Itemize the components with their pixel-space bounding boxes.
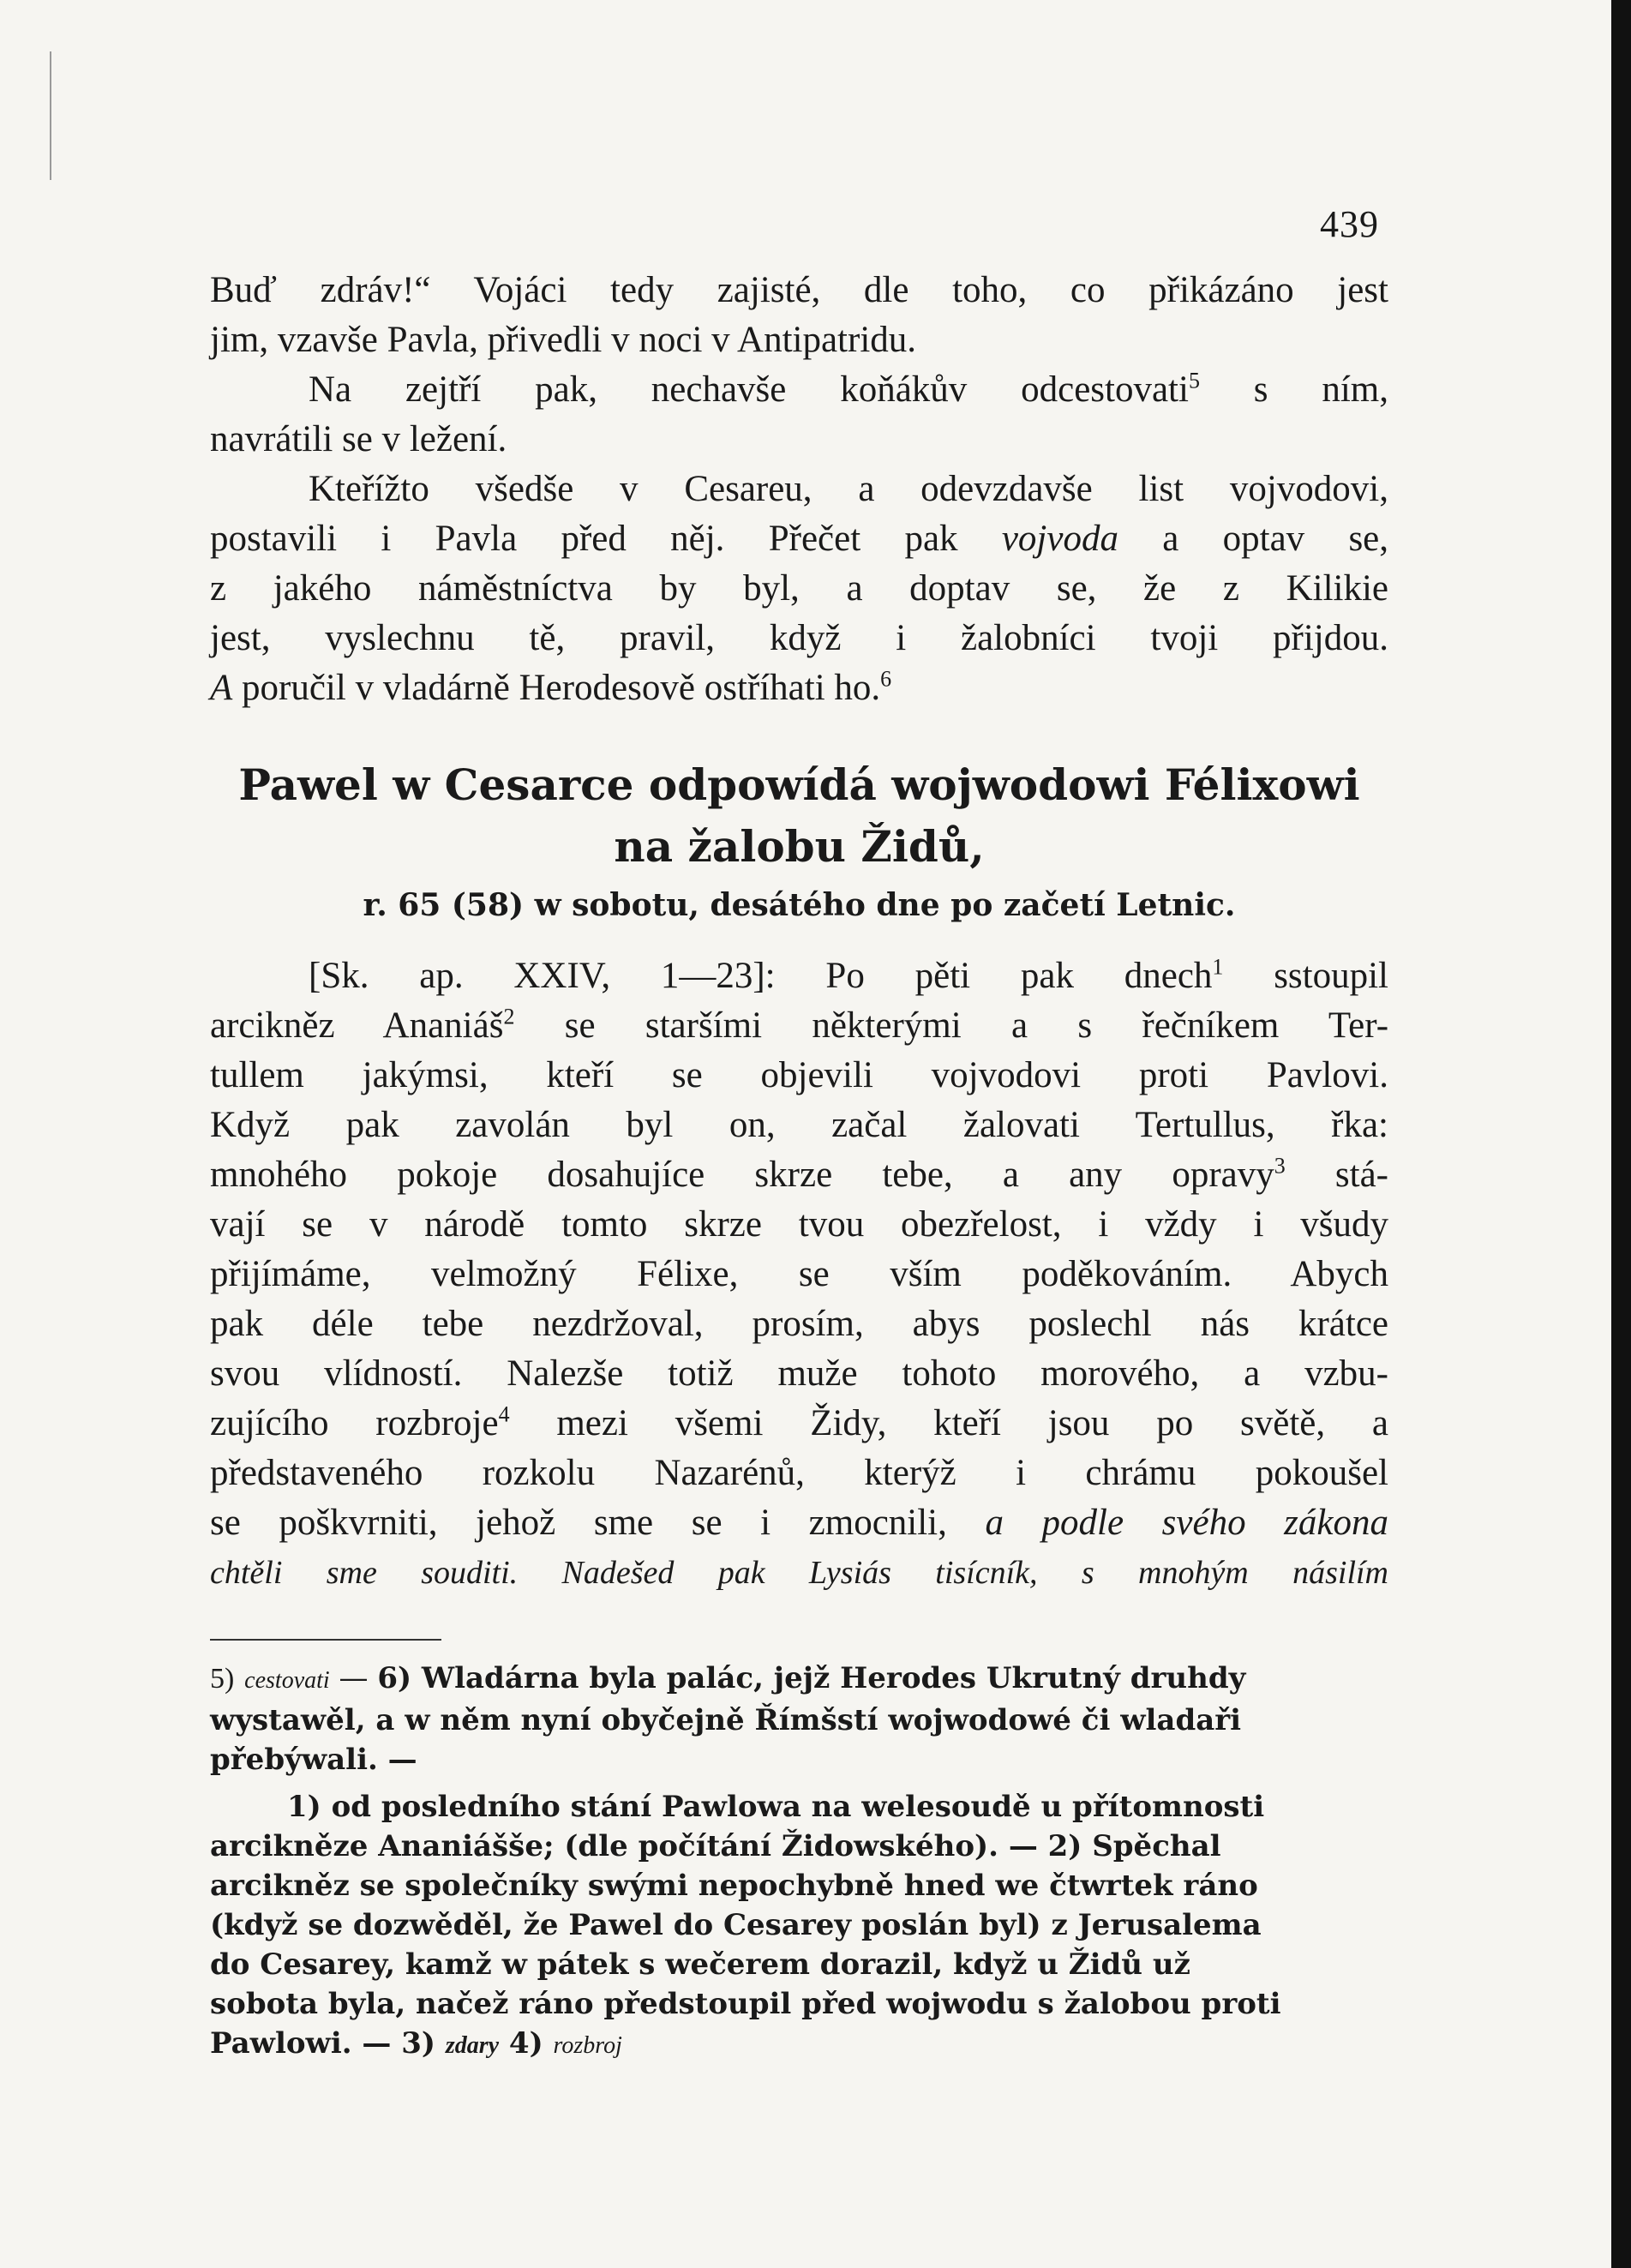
text-line: arcikněz Ananiáš$^2$ se staršími některými a s řečníkem Ter-: [210, 1004, 1389, 1046]
footnote-divider: [210, 1639, 441, 1641]
text-line: vají se v národě tomto skrze tvou obezřelost, i vždy i všudy: [210, 1204, 1388, 1245]
footnote-line: wystawěl, a w něm nyní obyčejně Římšstí wojwodowé či wladaři: [210, 1703, 1242, 1737]
text-line: se poškvrniti, jehož sme se i zmocnili, a podle svého zákona: [210, 1503, 1388, 1543]
footnote-line: arcikněz se společníky swými nepochybně hned we čtwrtek ráno: [210, 1869, 1258, 1903]
scripture-reference: [Sk. ap. XXIV, 1—23]:: [309, 956, 776, 996]
text-line: pak déle tebe nezdržoval, prosím, abys poslechl nás krátce: [210, 1304, 1388, 1344]
text-line: Na zejtří pak, nechavše koňákův odcestovati$^5$ s ním,: [309, 368, 1388, 410]
text-line: navrátili se v ležení.: [210, 419, 507, 459]
text-line: A poručil v vladárně Herodesově ostříhati ho.$^6$: [210, 666, 892, 708]
text-line: svou vlídností. Nalezše totiž muže tohoto morového, a vzbu-: [210, 1353, 1388, 1394]
footnote-line: do Cesarey, kamž w pátek s wečerem dorazil, když u Židů už: [210, 1947, 1190, 1982]
footnote-line: sobota byla, načež ráno předstoupil před wojwodu s žalobou proti: [210, 1987, 1281, 2021]
paragraph-2: [210, 951, 1388, 1598]
text-line: představeného rozkolu Nazarénů, kterýž i chrámu pokoušel: [210, 1453, 1388, 1493]
page-number: 439: [1320, 203, 1379, 245]
footnote-line: Pawlowi. — 3) zdary 4) rozbroj: [210, 2026, 622, 2061]
footnote-line: přebýwali. —: [210, 1743, 417, 1777]
footnote-line: arcikněze Ananiášše; (dle počítání Židowského). — 2) Spěchal: [210, 1829, 1221, 1863]
italic-word: vojvoda: [1001, 519, 1118, 559]
paragraph-1: [210, 266, 1388, 713]
text-line: zujícího rozbroje$^4$ mezi všemi Židy, kteří jsou po světě, a: [210, 1401, 1388, 1443]
footnote-line: 5) cestovati — 6) Wladárna byla palác, jejž Herodes Ukrutný druhdy: [210, 1661, 1246, 1695]
section-heading: [210, 754, 1388, 878]
footnotes-block-2: [210, 1787, 1388, 2066]
footnote-mark: 5: [1188, 368, 1200, 393]
footnote-line: (když se dozwěděl, že Pawel do Cesarey poslán byl) z Jerusalema: [210, 1908, 1262, 1942]
footnote-line: 1) od posledního stání Pawlowa na welesoudě u přítomnosti: [287, 1790, 1265, 1824]
text-line: z jakého náměstníctva by byl, a doptav se, že z Kilikie: [210, 568, 1388, 609]
text-line: Když pak zavolán byl on, začal žalovati Tertullus, řka:: [210, 1105, 1388, 1145]
text-line: [Sk. ap. XXIV, 1—23]: Po pěti pak dnech$^1$ sstoupil: [309, 954, 1388, 996]
footnotes-block-1: [210, 1659, 1388, 1779]
text-line: přijímáme, velmožný Félixe, se vším poděkováním. Abych: [210, 1254, 1388, 1294]
section-subheading: r. 65 (58) w sobotu, desátého dne po začetí Letnic.: [363, 887, 1236, 923]
text-line: postavili i Pavla před něj. Přečet pak vojvoda a optav se,: [210, 519, 1389, 559]
footnote-mark: 6: [880, 666, 892, 692]
heading-line-1: Pawel w Cesarce odpowídá wojwodowi Félixowi: [238, 759, 1360, 810]
text-line: Buď zdráv!“ Vojáci tedy zajisté, dle toho, co přikázáno jest: [210, 270, 1388, 310]
text-line: jim, vzavše Pavla, přivedli v noci v Antipatridu.: [210, 320, 917, 360]
text-line: chtěli sme souditi. Nadešed pak Lysiás tisícník, s mnohým násilím: [210, 1555, 1388, 1591]
text-line: jest, vyslechnu tě, pravil, když i žalobníci tvoji přijdou.: [210, 618, 1388, 658]
text-line: tullem jakýmsi, kteří se objevili vojvodovi proti Pavlovi.: [210, 1055, 1388, 1095]
scan-edge-line: [50, 51, 51, 180]
text-line: Kteřížto všedše v Cesareu, a odevzdavše list vojvodovi,: [309, 469, 1388, 509]
heading-line-2: na žalobu Židů,: [614, 821, 985, 872]
text-line: mnohého pokoje dosahujíce skrze tebe, a any opravy$^3$ stá-: [210, 1153, 1388, 1195]
